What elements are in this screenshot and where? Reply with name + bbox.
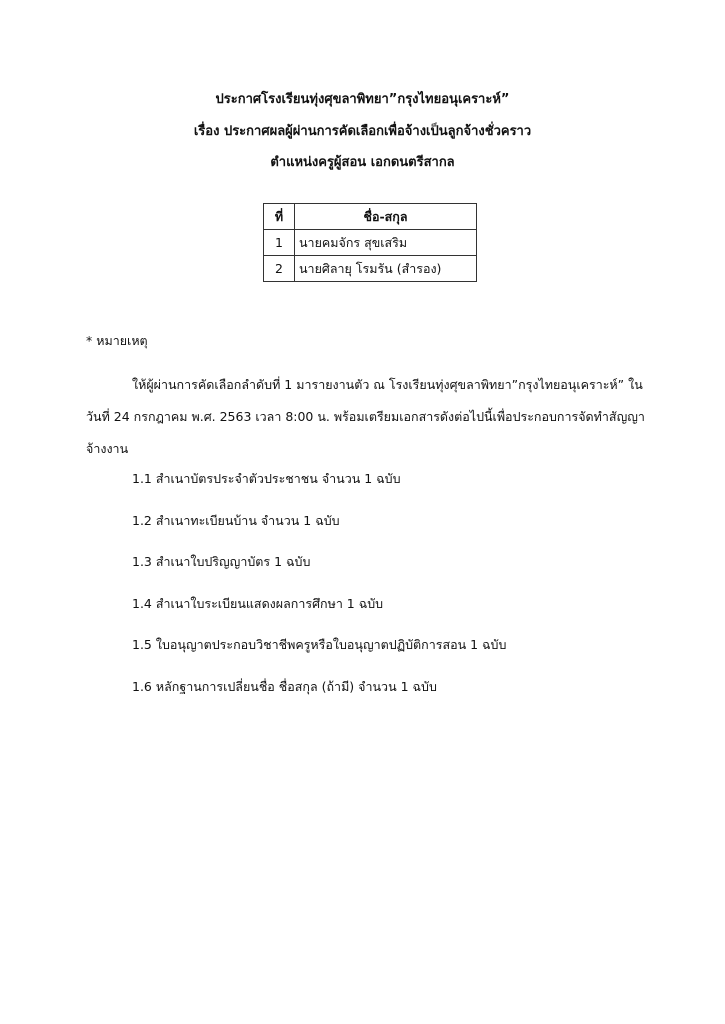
note-paragraph-line: จ้างงาน (86, 441, 129, 456)
table-row (264, 230, 477, 256)
list-item: 1.6 หลักฐานการเปลี่ยนชื่อ ชื่อสกุล (ถ้ามี) จำนวน 1 ฉบับ (132, 678, 437, 694)
selected-candidates-table (263, 203, 477, 282)
list-item: 1.3 สำเนาใบปริญญาบัตร 1 ฉบับ (132, 554, 311, 569)
note-paragraph-line: ให้ผู้ผ่านการคัดเลือกลำดับที่ 1 มารายงานตัว ณ โรงเรียนทุ่งศุขลาพิทยา”กรุงไทยอนุเคราะห์” ใน (132, 377, 643, 392)
row-number: 1 (264, 230, 295, 256)
candidate-name: นายคมจักร สุขเสริม (295, 230, 477, 256)
announcement-title: ประกาศโรงเรียนทุ่งศุขลาพิทยา”กรุงไทยอนุเคราะห์” (215, 92, 510, 107)
position-title: ตำแหน่งครูผู้สอน เอกดนตรีสากล (270, 155, 455, 170)
required-documents-list (132, 471, 506, 720)
row-number: 2 (264, 256, 295, 282)
announcement-subject: เรื่อง ประกาศผลผู้ผ่านการคัดเลือกเพื่อจ้างเป็นลูกจ้างชั่วคราว (193, 124, 532, 139)
note-paragraph (86, 369, 644, 465)
column-header-number: ที่ (264, 204, 295, 230)
candidate-name: นายศิลายุ โรมรัน (สำรอง) (295, 256, 477, 282)
note-paragraph-line: วันที่ 24 กรกฎาคม พ.ศ. 2563 เวลา 8:00 น. พร้อมเตรียมเอกสารดังต่อไปนี้เพื่อประกอบการจัดทำสัญญา (86, 409, 645, 424)
note-title: * หมายเหตุ (86, 333, 148, 348)
list-item: 1.2 สำเนาทะเบียนบ้าน จำนวน 1 ฉบับ (132, 512, 340, 528)
list-item: 1.1 สำเนาบัตรประจำตัวประชาชน จำนวน 1 ฉบับ (132, 471, 401, 486)
list-item: 1.4 สำเนาใบระเบียนแสดงผลการศึกษา 1 ฉบับ (132, 595, 384, 611)
column-header-name: ชื่อ-สกุล (295, 204, 477, 230)
table-row (264, 256, 477, 282)
list-item: 1.5 ใบอนุญาตประกอบวิชาชีพครูหรือใบอนุญาตปฏิบัติการสอน 1 ฉบับ (132, 637, 507, 652)
table-header-row (264, 204, 477, 230)
